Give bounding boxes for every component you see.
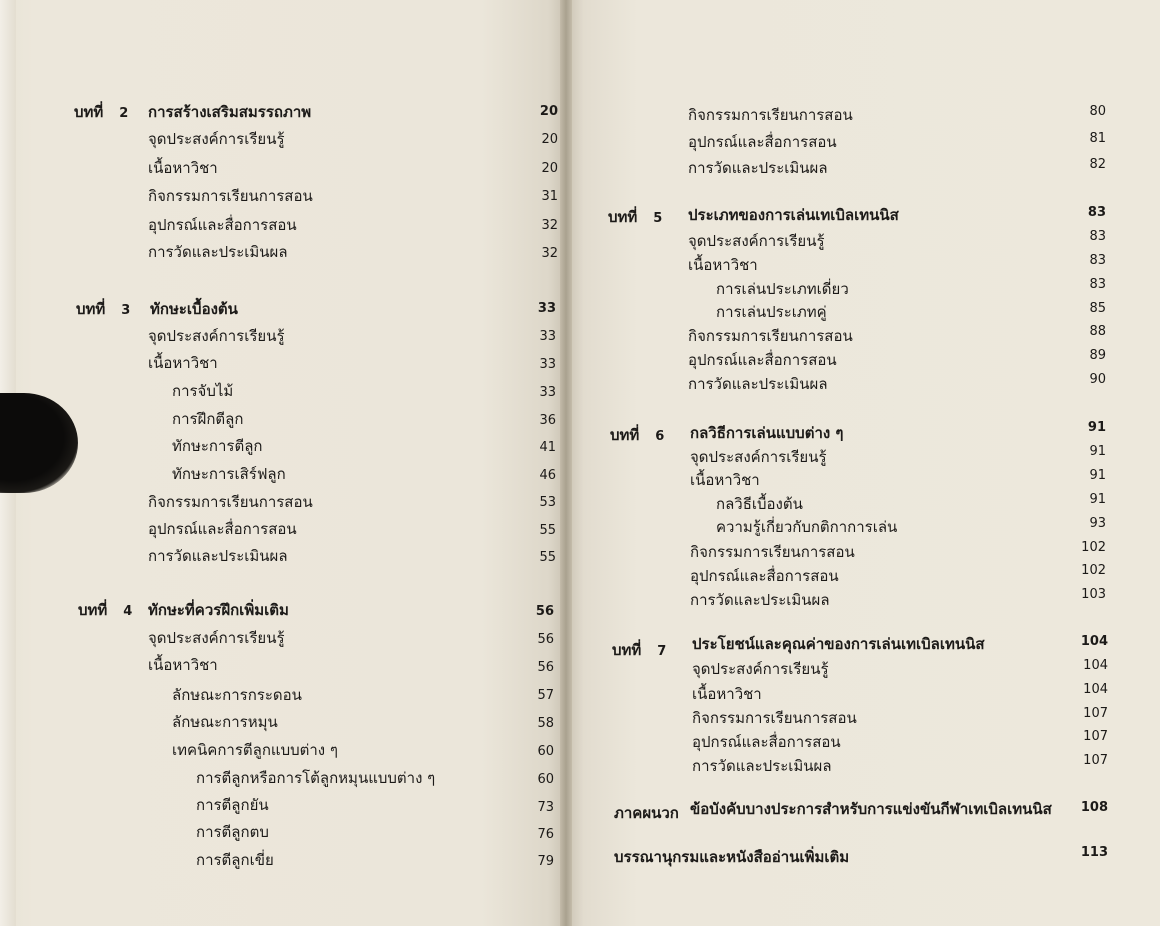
chapter-number: 3: [121, 303, 131, 318]
toc-entry: การวัดและประเมินผล: [688, 159, 828, 177]
toc-page: 89: [1089, 348, 1106, 363]
toc-page: 32: [541, 218, 558, 233]
chapter-3-heading: [76, 300, 130, 320]
toc-subsubentry: การตีลูกตบ: [196, 823, 269, 841]
chapter-5-title: ประเภทของการเล่นเทเบิลเทนนิส: [688, 206, 899, 224]
toc-page: 93: [1089, 516, 1106, 531]
toc-entry: อุปกรณ์และสื่อการสอน: [688, 351, 837, 369]
chapter-label: บทที่: [608, 208, 638, 226]
chapter-label: บทที่: [610, 426, 640, 444]
toc-entry: จุดประสงค์การเรียนรู้: [148, 130, 285, 148]
chapter-3-page: 33: [537, 301, 556, 316]
toc-entry: เนื้อหาวิชา: [688, 256, 758, 274]
chapter-number: 4: [123, 604, 133, 619]
chapter-6-heading: [610, 426, 664, 446]
toc-entry: กิจกรรมการเรียนการสอน: [688, 106, 853, 124]
toc-page: 79: [537, 854, 554, 869]
toc-entry: จุดประสงค์การเรียนรู้: [148, 327, 285, 345]
toc-page: 20: [541, 132, 558, 147]
toc-entry: กิจกรรมการเรียนการสอน: [692, 709, 857, 727]
toc-entry: การวัดและประเมินผล: [692, 757, 832, 775]
toc-page: 83: [1089, 229, 1106, 244]
toc-page: 53: [539, 495, 556, 510]
toc-page: 60: [537, 772, 554, 787]
toc-page: 102: [1081, 540, 1106, 555]
chapter-label: บทที่: [78, 601, 108, 619]
chapter-4-title: ทักษะที่ควรฝึกเพิ่มเติม: [148, 601, 289, 619]
toc-page: 56: [537, 660, 554, 675]
chapter-7-heading: [612, 641, 666, 661]
toc-page: 33: [539, 329, 556, 344]
appendix-label: ภาคผนวก: [614, 804, 679, 822]
toc-page: 107: [1083, 706, 1108, 721]
toc-entry: อุปกรณ์และสื่อการสอน: [148, 520, 297, 538]
toc-entry: จุดประสงค์การเรียนรู้: [688, 232, 825, 250]
toc-subentry: การจับไม้: [172, 382, 234, 400]
toc-subentry: การเล่นประเภทเดี่ยว: [716, 280, 849, 298]
toc-subentry: ลักษณะการกระดอน: [172, 686, 302, 704]
toc-entry: เนื้อหาวิชา: [148, 159, 218, 177]
toc-page: 55: [539, 550, 556, 565]
toc-page: 107: [1083, 753, 1108, 768]
toc-page: 107: [1083, 729, 1108, 744]
toc-entry: จุดประสงค์การเรียนรู้: [692, 660, 829, 678]
toc-entry: อุปกรณ์และสื่อการสอน: [688, 133, 837, 151]
chapter-7-title: ประโยชน์และคุณค่าของการเล่นเทเบิลเทนนิส: [692, 635, 985, 653]
toc-subentry: ทักษะการตีลูก: [172, 437, 263, 455]
toc-page: 90: [1089, 372, 1106, 387]
toc-page: 80: [1089, 104, 1106, 119]
chapter-number: 7: [657, 644, 667, 659]
chapter-number: 6: [655, 429, 665, 444]
toc-page: 83: [1089, 277, 1106, 292]
chapter-6-page: 91: [1087, 420, 1106, 435]
toc-entry: เนื้อหาวิชา: [148, 656, 218, 674]
toc-entry: การวัดและประเมินผล: [690, 591, 830, 609]
chapter-number: 2: [119, 106, 129, 121]
toc-entry: จุดประสงค์การเรียนรู้: [690, 448, 827, 466]
toc-page: 85: [1089, 301, 1106, 316]
toc-subsubentry: การตีลูกเขี่ย: [196, 851, 274, 869]
toc-subentry: การฝึกตีลูก: [172, 410, 244, 428]
chapter-number: 5: [653, 211, 663, 226]
toc-page: 104: [1083, 658, 1108, 673]
toc-page: 56: [537, 632, 554, 647]
toc-entry: เนื้อหาวิชา: [148, 354, 218, 372]
toc-subentry: กลวิธีเบื้องต้น: [716, 495, 803, 513]
chapter-4-page: 56: [535, 604, 554, 619]
appendix-page: 108: [1080, 800, 1108, 815]
toc-page: 88: [1089, 324, 1106, 339]
toc-entry: อุปกรณ์และสื่อการสอน: [692, 733, 841, 751]
toc-entry: เนื้อหาวิชา: [692, 685, 762, 703]
toc-subentry: เทคนิคการตีลูกแบบต่าง ๆ: [172, 741, 338, 759]
toc-page: 41: [539, 440, 556, 455]
chapter-4-heading: [78, 601, 132, 621]
chapter-3-title: ทักษะเบื้องต้น: [150, 300, 238, 318]
chapter-6-title: กลวิธีการเล่นแบบต่าง ๆ: [690, 424, 844, 442]
toc-entry: อุปกรณ์และสื่อการสอน: [690, 567, 839, 585]
toc-subsubentry: การตีลูกยัน: [196, 796, 269, 814]
toc-page: 20: [541, 161, 558, 176]
toc-entry: กิจกรรมการเรียนการสอน: [148, 493, 313, 511]
toc-subentry: ทักษะการเสิร์ฟลูก: [172, 465, 286, 483]
toc-entry: การวัดและประเมินผล: [688, 375, 828, 393]
toc-page: 102: [1081, 563, 1106, 578]
toc-page: 81: [1089, 131, 1106, 146]
bibliography-page: 113: [1080, 845, 1108, 860]
toc-subsubentry: การตีลูกหรือการโต้ลูกหมุนแบบต่าง ๆ: [196, 769, 436, 787]
toc-page: 91: [1089, 492, 1106, 507]
toc-page: 91: [1089, 468, 1106, 483]
appendix-title: ข้อบังคับบางประการสำหรับการแข่งขันกีฬาเทเบิลเทนนิส: [690, 800, 1052, 818]
toc-page: 57: [537, 688, 554, 703]
toc-entry: กิจกรรมการเรียนการสอน: [690, 543, 855, 561]
toc-page: 91: [1089, 444, 1106, 459]
toc-subentry: การเล่นประเภทคู่: [716, 303, 827, 321]
toc-page: 36: [539, 413, 556, 428]
book-gutter: [560, 0, 572, 926]
toc-entry: เนื้อหาวิชา: [690, 471, 760, 489]
chapter-label: บทที่: [74, 103, 104, 121]
toc-page: 82: [1089, 157, 1106, 172]
toc-page: 31: [541, 189, 558, 204]
toc-entry: การวัดและประเมินผล: [148, 243, 288, 261]
toc-page: 33: [539, 385, 556, 400]
toc-subentry: ลักษณะการหมุน: [172, 713, 278, 731]
toc-page: 83: [1089, 253, 1106, 268]
toc-page: 73: [537, 800, 554, 815]
bibliography-title: บรรณานุกรมและหนังสืออ่านเพิ่มเติม: [614, 848, 850, 866]
toc-entry: การวัดและประเมินผล: [148, 547, 288, 565]
toc-entry: อุปกรณ์และสื่อการสอน: [148, 216, 297, 234]
chapter-7-page: 104: [1080, 634, 1108, 649]
toc-page: 33: [539, 357, 556, 372]
chapter-2-page: 20: [539, 104, 558, 119]
chapter-label: บทที่: [612, 641, 642, 659]
toc-entry: จุดประสงค์การเรียนรู้: [148, 629, 285, 647]
toc-page: 46: [539, 468, 556, 483]
toc-page: 103: [1081, 587, 1106, 602]
chapter-5-heading: [608, 208, 662, 228]
chapter-label: บทที่: [76, 300, 106, 318]
chapter-5-page: 83: [1087, 205, 1106, 220]
toc-page: 104: [1083, 682, 1108, 697]
toc-page: 32: [541, 246, 558, 261]
toc-entry: กิจกรรมการเรียนการสอน: [688, 327, 853, 345]
toc-page: 55: [539, 523, 556, 538]
toc-subentry: ความรู้เกี่ยวกับกติกาการเล่น: [716, 518, 898, 536]
chapter-2-heading: [74, 103, 128, 123]
toc-page: 58: [537, 716, 554, 731]
toc-page: 76: [537, 827, 554, 842]
toc-entry: กิจกรรมการเรียนการสอน: [148, 187, 313, 205]
chapter-2-title: การสร้างเสริมสมรรถภาพ: [148, 103, 312, 121]
toc-page: 60: [537, 744, 554, 759]
